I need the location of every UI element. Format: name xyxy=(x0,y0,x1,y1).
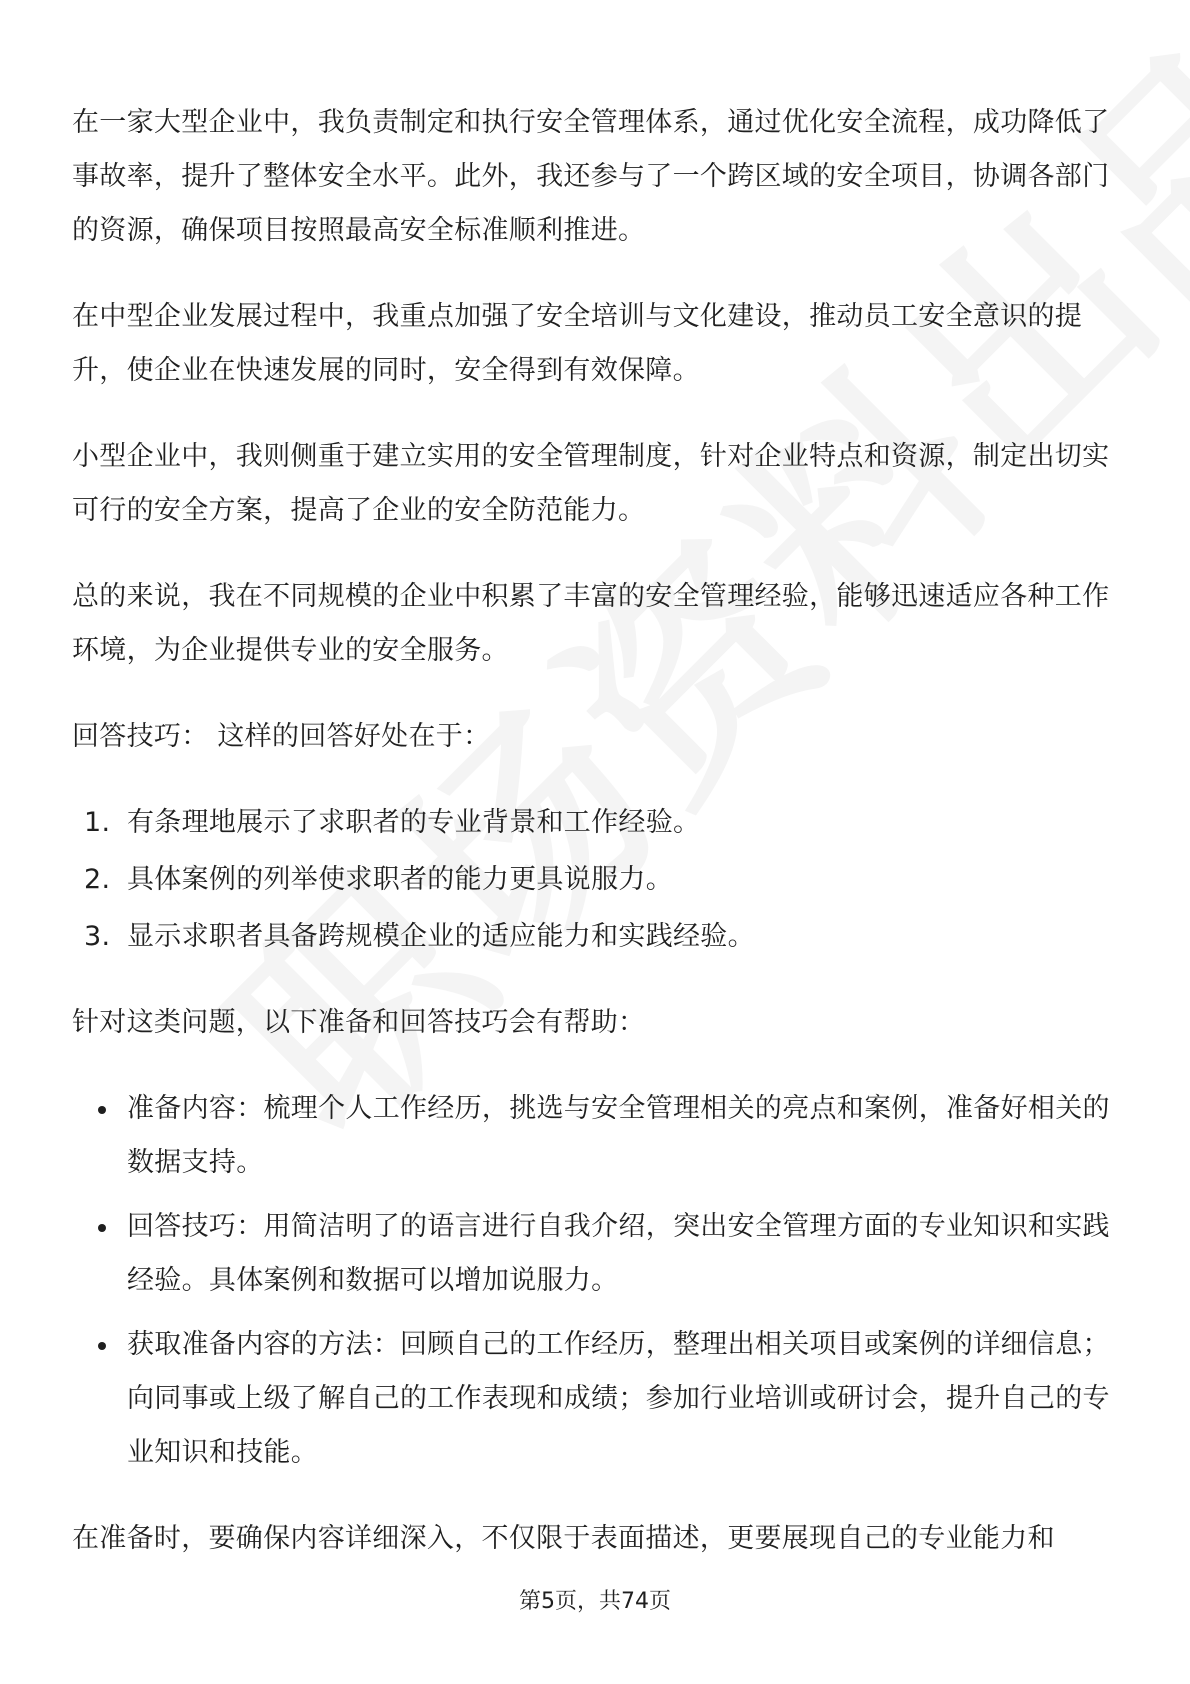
list-item xyxy=(72,910,1118,964)
paragraph-tips-intro: 针对这类问题，以下准备和回答技巧会有帮助： xyxy=(72,1007,646,1038)
list-item-text: 获取准备内容的方法：回顾自己的工作经历，整理出相关项目或案例的详细信息；向同事或上级了解自己的工作表现和成绩；参加行业培训或研讨会，提升自己的专业知识和技能。 xyxy=(127,1329,1110,1468)
bullet-dot-icon xyxy=(98,1224,106,1232)
list-item-text: 准备内容：梳理个人工作经历，挑选与安全管理相关的亮点和案例，准备好相关的数据支持。 xyxy=(127,1093,1110,1178)
list-item-text: 有条理地展示了求职者的专业背景和工作经验。 xyxy=(127,807,701,838)
list-item xyxy=(72,796,1118,850)
document-body xyxy=(72,96,1118,1598)
paragraph-summary: 总的来说，我在不同规模的企业中积累了丰富的安全管理经验，能够迅速适应各种工作环境，为企业提供专业的安全服务。 xyxy=(72,581,1110,666)
paragraph-large-enterprise: 在一家大型企业中，我负责制定和执行安全管理体系，通过优化安全流程，成功降低了事故率，提升了整体安全水平。此外，我还参与了一个跨区域的安全项目，协调各部门的资源，确保项目按照最高安全标准顺利推进。 xyxy=(72,107,1110,246)
list-item xyxy=(72,1082,1118,1190)
list-item xyxy=(72,1318,1118,1480)
list-item-text: 具体案例的列举使求职者的能力更具说服力。 xyxy=(127,864,673,895)
paragraph-answer-tips-heading: 回答技巧： 这样的回答好处在于： xyxy=(72,721,491,752)
list-item xyxy=(72,853,1118,907)
list-number: 3. xyxy=(84,921,111,952)
list-item-text: 显示求职者具备跨规模企业的适应能力和实践经验。 xyxy=(127,921,755,952)
paragraph-medium-enterprise: 在中型企业发展过程中，我重点加强了安全培训与文化建设，推动员工安全意识的提升，使企业在快速发展的同时，安全得到有效保障。 xyxy=(72,301,1083,386)
page-footer: 第5页，共74页 xyxy=(519,1589,671,1614)
list-number: 2. xyxy=(84,864,111,895)
list-item xyxy=(72,1200,1118,1308)
paragraph-small-enterprise: 小型企业中，我则侧重于建立实用的安全管理制度，针对企业特点和资源，制定出切实可行的安全方案，提高了企业的安全防范能力。 xyxy=(72,441,1110,526)
paragraph-closing: 在准备时，要确保内容详细深入，不仅限于表面描述，更要展现自己的专业能力和 xyxy=(72,1523,1055,1554)
bullet-dot-icon xyxy=(98,1342,106,1350)
list-item-text: 回答技巧：用简洁明了的语言进行自我介绍，突出安全管理方面的专业知识和实践经验。具体案例和数据可以增加说服力。 xyxy=(127,1211,1110,1296)
numbered-list xyxy=(72,796,1118,964)
list-number: 1. xyxy=(84,807,111,838)
bullet-dot-icon xyxy=(98,1106,106,1114)
bullet-list xyxy=(72,1082,1118,1480)
